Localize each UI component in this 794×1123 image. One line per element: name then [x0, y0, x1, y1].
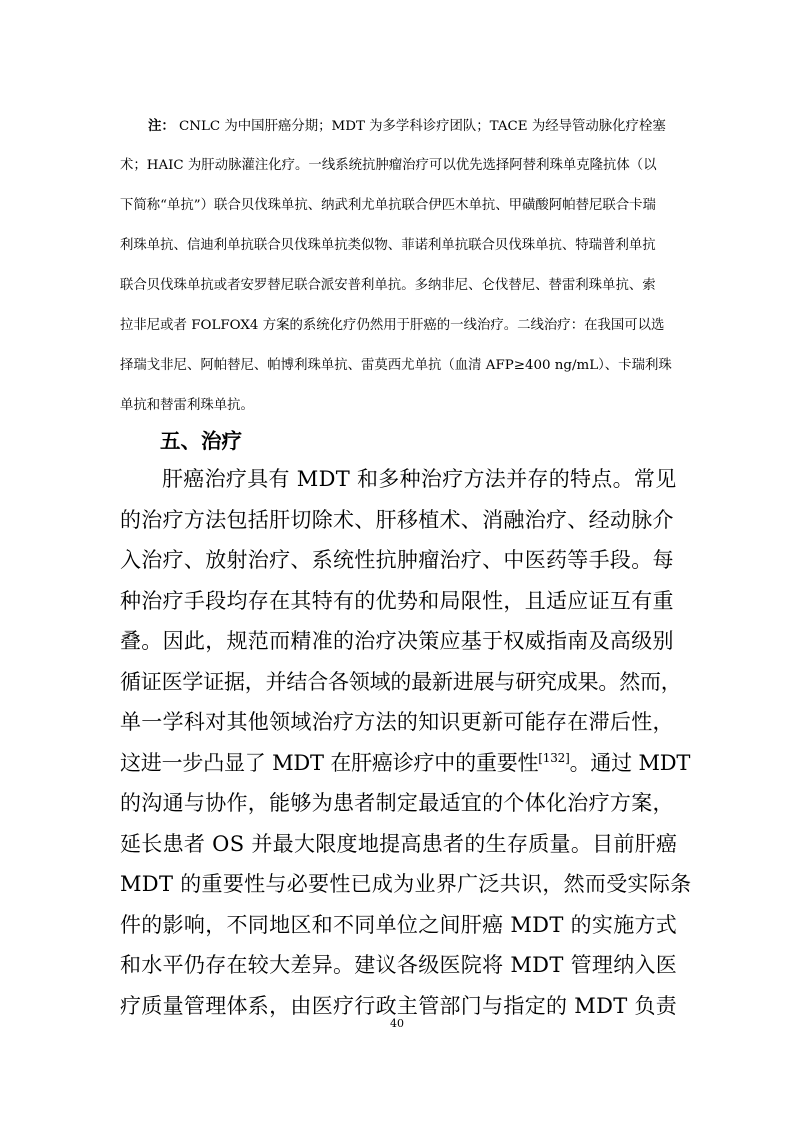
paragraph-line: 肝癌治疗具有 MDT 和多种治疗方法并存的特点。常见	[162, 467, 677, 491]
note-label: 注：	[148, 118, 175, 134]
note-line: 利珠单抗、信迪利单抗联合贝伐珠单抗类似物、菲诺利单抗联合贝伐珠单抗、特瑞普利单抗	[120, 238, 656, 253]
paragraph-line: 的沟通与协作，能够为患者制定最适宜的个体化治疗方案，	[120, 791, 674, 815]
paragraph-line: 种治疗手段均存在其特有的优势和局限性，且适应证互有重	[120, 588, 674, 613]
citation-reference[interactable]: [132]	[538, 750, 570, 765]
paragraph-line: 单一学科对其他领域治疗方法的知识更新可能存在滞后性，	[120, 710, 674, 734]
note-line: 下简称“单抗”）联合贝伐珠单抗、纳武利尤单抗联合伊匹木单抗、甲磺酸阿帕替尼联合卡瑞	[120, 198, 656, 213]
paragraph-line: 入治疗、放射治疗、系统性抗肿瘤治疗、中医药等手段。每	[120, 548, 674, 572]
paragraph-line: 叠。因此，规范而精准的治疗决策应基于权威指南及高级别	[120, 629, 674, 653]
note-line: 择瑞戈非尼、阿帕替尼、帕博利珠单抗、雷莫西尤单抗（血清 AFP≥400 ng/mL）、卡瑞利珠	[120, 358, 672, 373]
section-heading: 五、治疗	[160, 429, 242, 453]
paragraph-line: 延长患者 OS 并最大限度地提高患者的生存质量。目前肝癌	[120, 831, 678, 856]
note-line: 术；HAIC 为肝动脉灌注化疗。一线系统抗肿瘤治疗可以优先选择阿替利珠单克隆抗体（以	[120, 158, 657, 173]
paragraph-line-with-citation: 这进一步凸显了 MDT 在肝癌诊疗中的重要性[132]。通过 MDT	[120, 750, 691, 775]
paragraph-line: 疗质量管理体系，由医疗行政主管部门与指定的 MDT 负责	[120, 993, 678, 1018]
paragraph-line: 件的影响，不同地区和不同单位之间肝癌 MDT 的实施方式	[120, 912, 678, 937]
paragraph-line: 和水平仍存在较大差异。建议各级医院将 MDT 管理纳入医	[120, 953, 678, 977]
note-line: 注： CNLC 为中国肝癌分期；MDT 为多学科诊疗团队；TACE 为经导管动脉化疗栓塞	[148, 118, 666, 134]
page-number: 40	[390, 1017, 404, 1030]
paragraph-line: MDT 的重要性与必要性已成为业界广泛共识，然而受实际条	[120, 872, 692, 896]
note-line: 拉非尼或者 FOLFOX4 方案的系统化疗仍然用于肝癌的一线治疗。二线治疗：在我国可以选	[120, 318, 665, 333]
figure-note	[120, 106, 675, 426]
paragraph-line: 循证医学证据，并结合各领域的最新进展与研究成果。然而，	[120, 669, 682, 694]
body-paragraph	[120, 459, 692, 1026]
note-line: 联合贝伐珠单抗或者安罗替尼联合派安普利单抗。多纳非尼、仑伐替尼、替雷利珠单抗、索	[120, 278, 656, 293]
paragraph-line: 的治疗方法包括肝切除术、肝移植术、消融治疗、经动脉介	[120, 507, 674, 532]
note-line: 单抗和替雷利珠单抗。	[120, 398, 254, 413]
